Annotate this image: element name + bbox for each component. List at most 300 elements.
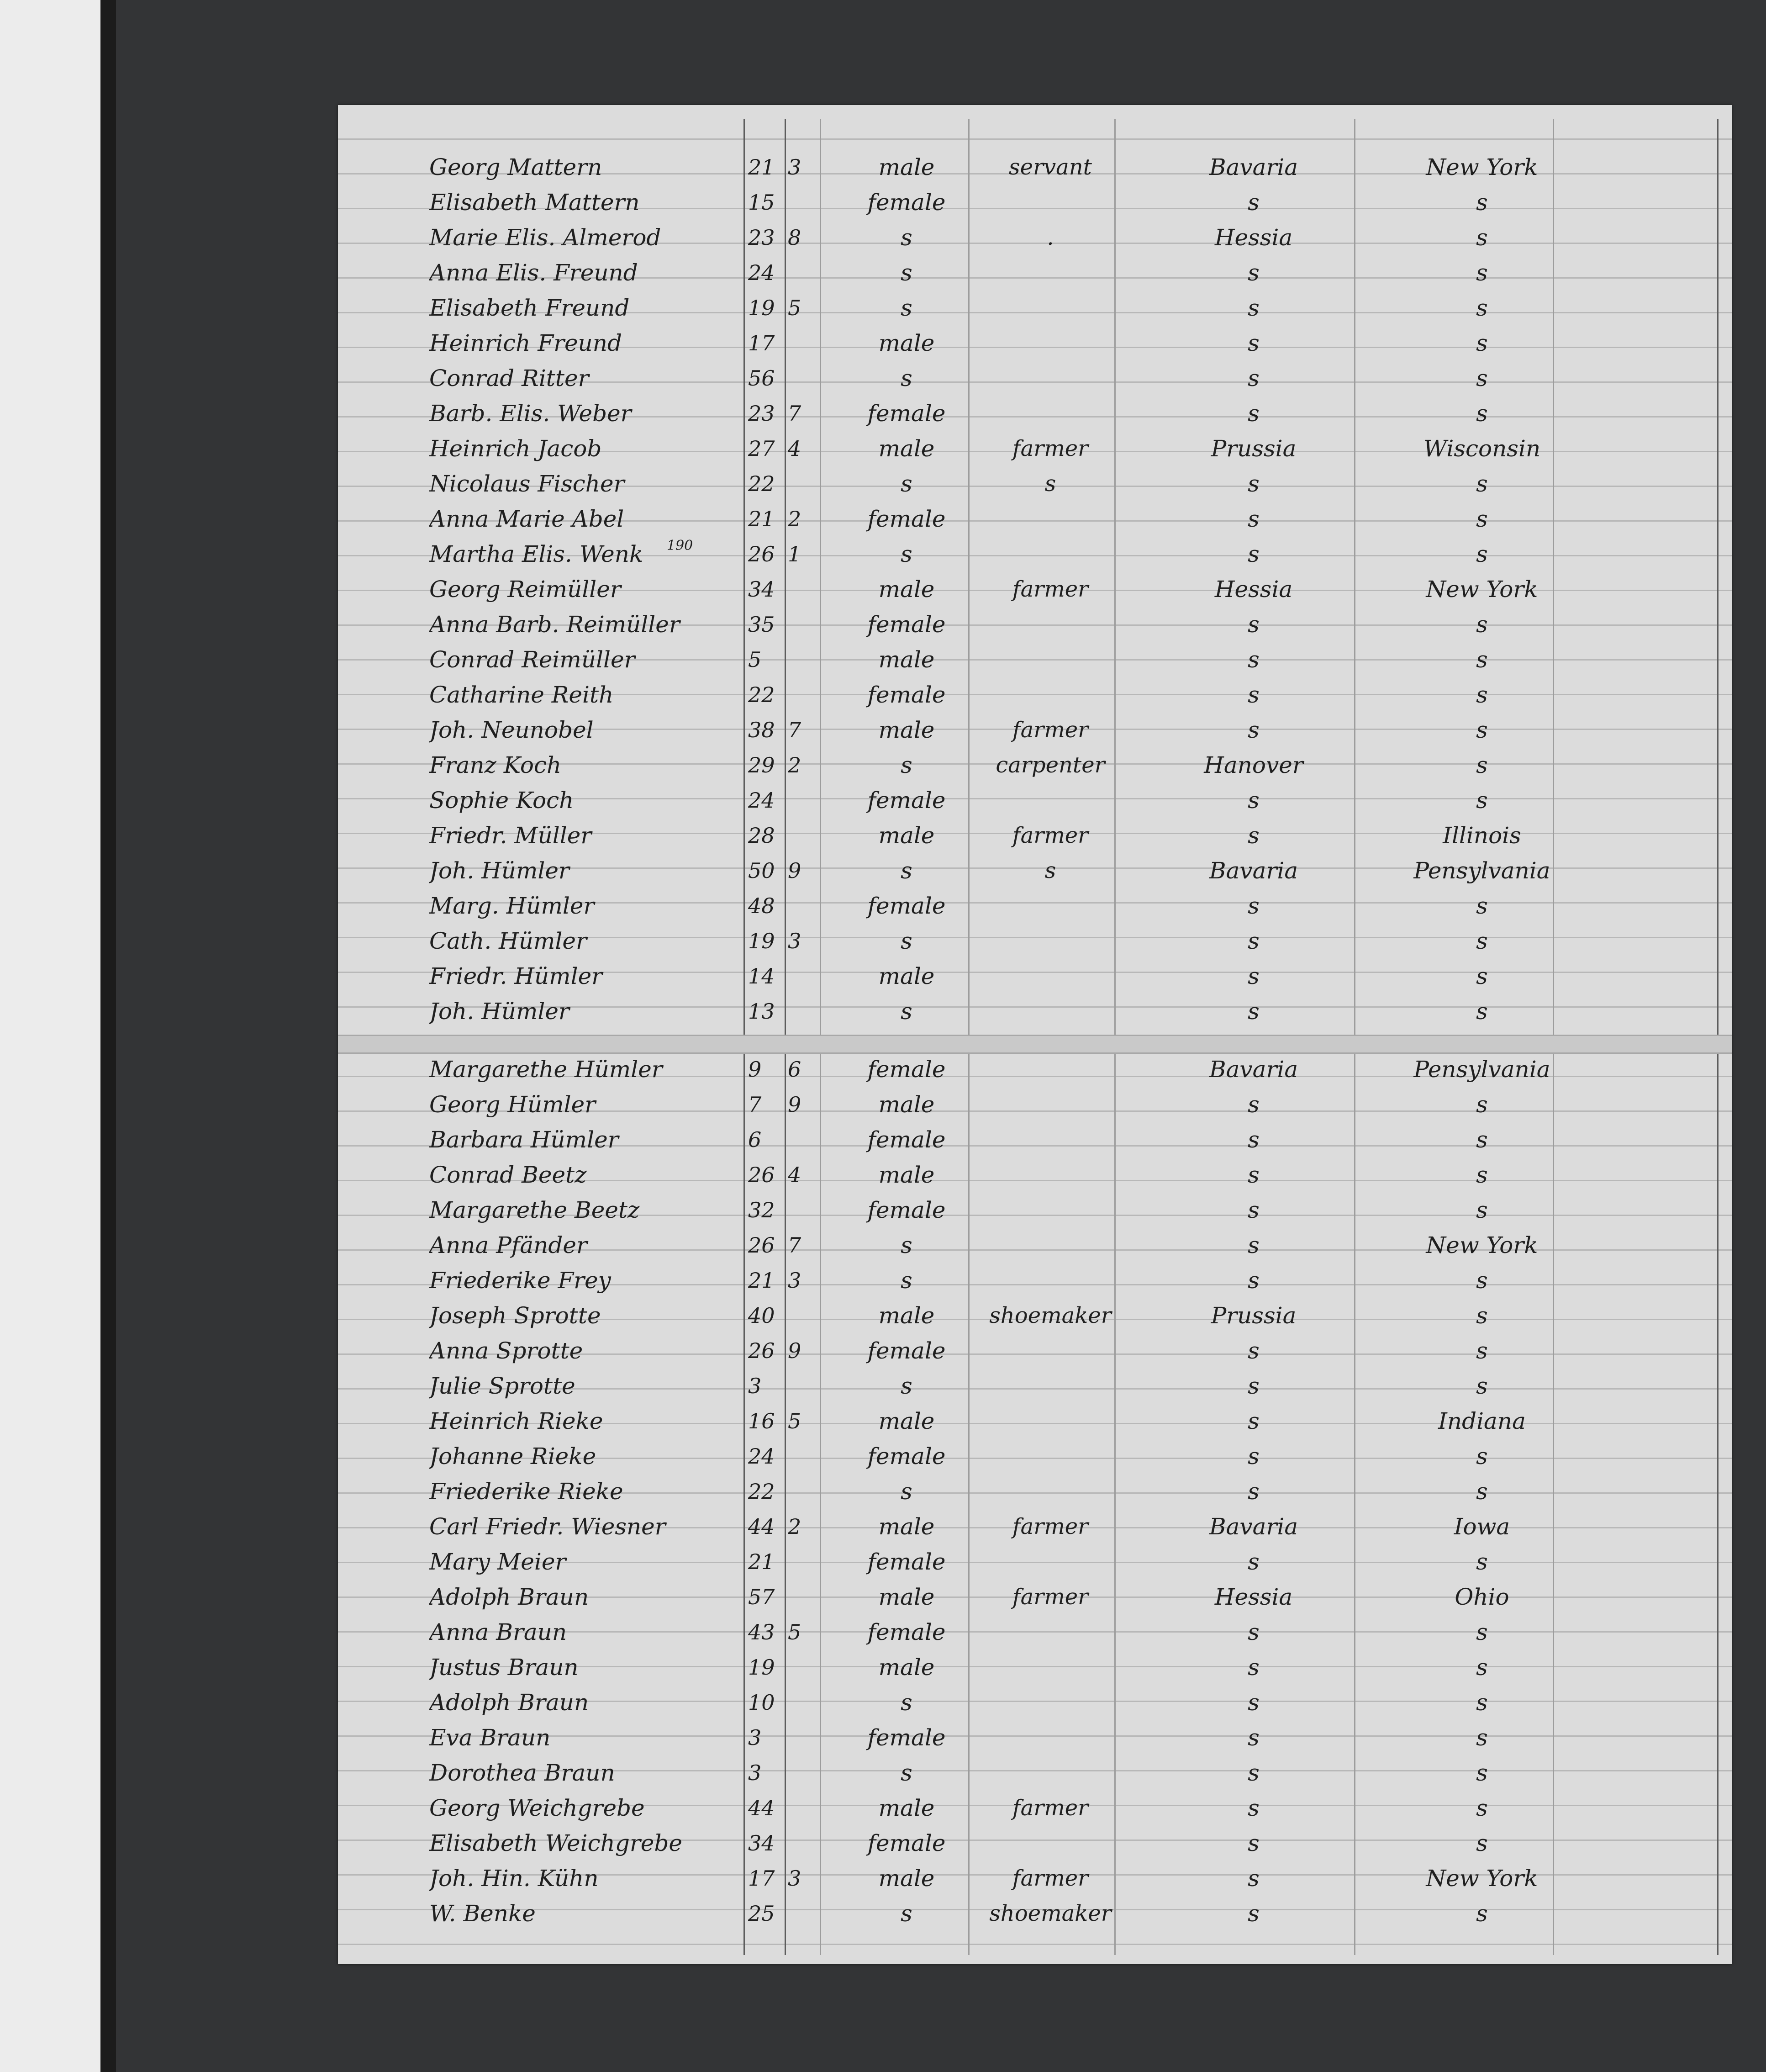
entry-name: Joh. Hümler (429, 857, 569, 884)
entry-name: Elisabeth Freund (429, 295, 630, 321)
entry-months (788, 1372, 815, 1400)
entry-name: Johanne Rieke (429, 1443, 596, 1469)
entry-name: Friederike Frey (429, 1267, 611, 1294)
table-row (338, 817, 1732, 852)
entry-months (788, 1794, 815, 1822)
entry-destination: s (1476, 1724, 1488, 1751)
entry-months: 5 (788, 1620, 801, 1644)
entry-origin: s (1248, 400, 1260, 427)
entry-destination: s (1476, 1830, 1488, 1856)
entry-sex: s (901, 752, 912, 778)
entry-destination: New York (1426, 576, 1538, 603)
entry-origin: s (1248, 646, 1260, 673)
table-row (338, 219, 1732, 254)
entry-age: 13 (748, 999, 775, 1024)
table-row (338, 746, 1732, 782)
entry-origin: s (1248, 541, 1260, 567)
table-row (338, 1402, 1732, 1438)
entry-name: Margarethe Beetz (429, 1197, 640, 1223)
table-row (338, 1191, 1732, 1226)
entry-occupation (977, 1337, 1123, 1365)
entry-origin: s (1248, 1373, 1260, 1399)
table-row (338, 1226, 1732, 1262)
entry-age: 19 (748, 1655, 775, 1680)
entry-months (788, 259, 815, 287)
entry-months: 4 (788, 1163, 801, 1187)
table-row (338, 1684, 1732, 1719)
ledger-page (338, 105, 1732, 1964)
entry-age: 27 (748, 436, 775, 461)
entry-months: 3 (788, 155, 801, 180)
entry-months (788, 821, 815, 850)
entry-sex: s (901, 259, 912, 286)
table-row (338, 922, 1732, 957)
entry-sex: male (878, 1162, 935, 1188)
entry-destination: Illinois (1443, 822, 1521, 849)
table-row (338, 711, 1732, 746)
entry-name: Adolph Braun (429, 1689, 589, 1716)
entry-months (788, 1477, 815, 1506)
entry-months: 9 (788, 1338, 801, 1363)
entry-destination: s (1476, 1302, 1488, 1329)
entry-destination: s (1476, 1760, 1488, 1786)
entry-occupation: farmer (1012, 1795, 1089, 1821)
entry-destination: s (1476, 1900, 1488, 1927)
entry-age: 23 (748, 401, 775, 426)
entry-origin: s (1248, 330, 1260, 356)
entry-age: 48 (748, 893, 775, 918)
table-row (338, 395, 1732, 430)
entry-months: 3 (788, 929, 801, 953)
entry-occupation: shoemaker (989, 1303, 1112, 1328)
entry-sex: male (878, 963, 935, 989)
entry-occupation (977, 259, 1123, 287)
entry-months: 4 (788, 436, 801, 461)
entry-occupation (977, 364, 1123, 392)
entry-sex: s (901, 470, 912, 497)
entry-age: 38 (748, 718, 775, 742)
entry-sex: female (867, 1443, 946, 1469)
entry-age: 24 (748, 1444, 775, 1469)
entry-occupation (977, 786, 1123, 814)
entry-sex: male (878, 330, 935, 356)
entry-months: 7 (788, 718, 801, 742)
entry-name: Barb. Elis. Weber (429, 400, 632, 427)
entry-destination: s (1476, 259, 1488, 286)
entry-age: 3 (748, 1760, 762, 1785)
entry-age: 28 (748, 823, 775, 848)
entry-occupation (977, 1266, 1123, 1295)
entry-destination: s (1476, 787, 1488, 814)
table-row (338, 184, 1732, 219)
entry-occupation (977, 399, 1123, 428)
entry-sex: s (901, 1232, 912, 1258)
entry-occupation (977, 1161, 1123, 1189)
entry-sex: s (901, 1478, 912, 1505)
entry-months (788, 1196, 815, 1224)
entry-age: 34 (748, 1831, 775, 1855)
entry-age: 19 (748, 296, 775, 320)
entry-months (788, 610, 815, 639)
entry-occupation: farmer (1012, 1866, 1089, 1891)
entry-origin: s (1248, 998, 1260, 1025)
entry-origin: Hanover (1204, 752, 1303, 778)
entry-origin: Bavaria (1209, 857, 1298, 884)
entry-occupation: farmer (1012, 1584, 1089, 1610)
entry-occupation: shoemaker (989, 1901, 1112, 1926)
entry-name: Conrad Ritter (429, 365, 589, 391)
entry-name: Conrad Beetz (429, 1162, 587, 1188)
entry-destination: New York (1426, 1865, 1538, 1892)
entry-occupation (977, 1477, 1123, 1506)
table-row (338, 993, 1732, 1028)
table-row (338, 1824, 1732, 1860)
table-row (338, 1473, 1732, 1508)
entry-months: 9 (788, 1092, 801, 1117)
entry-age: 5 (748, 647, 762, 672)
entry-occupation: s (1044, 858, 1056, 883)
entry-occupation (977, 1372, 1123, 1400)
entry-name: Nicolaus Fischer (429, 470, 625, 497)
entry-name: Georg Reimüller (429, 576, 621, 603)
entry-origin: s (1248, 1724, 1260, 1751)
entry-name: Joh. Hin. Kühn (429, 1865, 599, 1892)
entry-destination: s (1476, 1795, 1488, 1821)
entry-sex: female (867, 611, 946, 638)
entry-sex: s (901, 1900, 912, 1927)
entry-sex: s (901, 1373, 912, 1399)
entry-origin: s (1248, 1830, 1260, 1856)
table-row (338, 1789, 1732, 1824)
entry-destination: s (1476, 295, 1488, 321)
entry-origin: s (1248, 822, 1260, 849)
entry-sex: female (867, 1337, 946, 1364)
entry-occupation: farmer (1012, 576, 1089, 602)
entry-months (788, 786, 815, 814)
table-row (338, 289, 1732, 324)
entry-sex: female (867, 1056, 946, 1083)
entry-destination: s (1476, 1126, 1488, 1153)
entry-origin: s (1248, 1689, 1260, 1716)
entry-name: Anna Elis. Freund (429, 259, 638, 286)
entry-destination: New York (1426, 154, 1538, 180)
entry-age: 35 (748, 612, 775, 637)
entry-age: 3 (748, 1374, 762, 1398)
entry-occupation (977, 1653, 1123, 1681)
entry-sex: male (878, 1865, 935, 1892)
table-row (338, 641, 1732, 676)
entry-origin: s (1248, 365, 1260, 391)
entry-origin: s (1248, 1126, 1260, 1153)
entry-origin: s (1248, 189, 1260, 216)
entry-sex: female (867, 787, 946, 814)
entry-months (788, 329, 815, 357)
table-row (338, 606, 1732, 641)
entry-name: Georg Weichgrebe (429, 1795, 645, 1821)
entry-origin: s (1248, 470, 1260, 497)
entry-sex: female (867, 189, 946, 216)
entry-origin: s (1248, 259, 1260, 286)
entry-sex: male (878, 646, 935, 673)
table-row (338, 535, 1732, 571)
entry-sex: s (901, 928, 912, 954)
entry-age: 26 (748, 1233, 775, 1258)
entry-occupation (977, 927, 1123, 955)
entry-destination: s (1476, 1162, 1488, 1188)
entry-sex: male (878, 1513, 935, 1540)
entry-occupation (977, 505, 1123, 533)
entry-occupation: carpenter (996, 752, 1105, 778)
viewer-border (100, 0, 116, 2072)
entry-age: 26 (748, 542, 775, 566)
entry-age: 3 (748, 1725, 762, 1750)
entry-sex: female (867, 893, 946, 919)
entry-sex: s (901, 295, 912, 321)
table-row (338, 676, 1732, 711)
entry-age: 9 (748, 1057, 762, 1082)
entry-occupation (977, 962, 1123, 990)
entry-destination: s (1476, 506, 1488, 532)
entry-name: Joh. Neunobel (429, 717, 594, 743)
table-row (338, 1156, 1732, 1191)
entry-occupation (977, 892, 1123, 920)
entry-months (788, 892, 815, 920)
entry-name: Justus Braun (429, 1654, 579, 1681)
entry-origin: Hessia (1214, 576, 1293, 603)
entry-months (788, 1126, 815, 1154)
entry-destination: Ohio (1455, 1584, 1509, 1610)
entry-occupation (977, 610, 1123, 639)
entry-origin: s (1248, 1549, 1260, 1575)
entry-age: 32 (748, 1198, 775, 1222)
entry-name: Dorothea Braun (429, 1760, 615, 1786)
entry-months (788, 1442, 815, 1470)
entry-destination: s (1476, 893, 1488, 919)
entry-occupation (977, 1618, 1123, 1646)
entry-name: Friederike Rieke (429, 1478, 623, 1505)
entry-destination: s (1476, 646, 1488, 673)
entry-destination: s (1476, 1689, 1488, 1716)
entry-sex: female (867, 682, 946, 708)
table-row (338, 1613, 1732, 1649)
entry-name: W. Benke (429, 1900, 536, 1927)
entry-origin: s (1248, 1795, 1260, 1821)
table-row (338, 1051, 1732, 1086)
entry-occupation (977, 188, 1123, 217)
entry-destination: s (1476, 470, 1488, 497)
entry-occupation (977, 1055, 1123, 1084)
entry-destination: s (1476, 400, 1488, 427)
entry-destination: s (1476, 1197, 1488, 1223)
table-row (338, 1297, 1732, 1332)
entry-months: 8 (788, 225, 801, 250)
entry-months (788, 1583, 815, 1611)
entry-occupation (977, 1407, 1123, 1435)
entry-months (788, 188, 815, 217)
entry-origin: Bavaria (1209, 154, 1298, 180)
entry-name: Joseph Sprotte (429, 1302, 601, 1329)
entry-name: Joh. Hümler (429, 998, 569, 1025)
entry-age: 19 (748, 929, 775, 953)
table-row (338, 359, 1732, 395)
entry-destination: s (1476, 1619, 1488, 1645)
entry-origin: s (1248, 1478, 1260, 1505)
entry-age: 25 (748, 1901, 775, 1926)
table-row (338, 1895, 1732, 1930)
entry-age: 22 (748, 471, 775, 496)
table-row (338, 1543, 1732, 1578)
entry-destination: s (1476, 541, 1488, 567)
entry-destination: Pensylvania (1413, 857, 1550, 884)
entry-name: Catharine Reith (429, 682, 614, 708)
entry-name: Carl Friedr. Wiesner (429, 1513, 666, 1540)
entry-destination: s (1476, 1654, 1488, 1681)
entry-sex: male (878, 1584, 935, 1610)
entry-origin: s (1248, 682, 1260, 708)
entry-months: 9 (788, 858, 801, 883)
entry-destination: Wisconsin (1423, 435, 1541, 462)
entry-destination: s (1476, 1549, 1488, 1575)
entry-occupation: servant (1009, 154, 1092, 180)
entry-age: 44 (748, 1796, 775, 1820)
entry-name: Eva Braun (429, 1724, 551, 1751)
entry-occupation: s (1044, 471, 1056, 497)
entry-occupation (977, 681, 1123, 709)
entry-months (788, 1829, 815, 1857)
entry-sex: male (878, 1302, 935, 1329)
entry-origin: s (1248, 1443, 1260, 1469)
entry-name: Mary Meier (429, 1549, 566, 1575)
table-row (338, 1578, 1732, 1613)
entry-occupation (977, 540, 1123, 568)
entry-occupation: farmer (1012, 436, 1089, 461)
entry-age: 17 (748, 331, 775, 355)
table-row (338, 500, 1732, 535)
entry-name: Martha Elis. Wenk (429, 541, 643, 567)
entry-age: 50 (748, 858, 775, 883)
entry-sex: male (878, 154, 935, 180)
ledger-upper-section (338, 148, 1732, 1028)
entry-age: 15 (748, 190, 775, 215)
entry-origin: Hessia (1214, 1584, 1293, 1610)
entry-age: 17 (748, 1866, 775, 1891)
entry-destination: s (1476, 611, 1488, 638)
entry-sex: female (867, 1619, 946, 1645)
entry-occupation (977, 1090, 1123, 1119)
entry-age: 7 (748, 1092, 762, 1117)
entry-destination: s (1476, 963, 1488, 989)
entry-months (788, 575, 815, 603)
entry-occupation: farmer (1012, 823, 1089, 848)
table-row (338, 1754, 1732, 1789)
entry-destination: New York (1426, 1232, 1538, 1258)
entry-months (788, 364, 815, 392)
entry-age: 40 (748, 1303, 775, 1328)
entry-destination: s (1476, 1267, 1488, 1294)
entry-origin: s (1248, 1900, 1260, 1927)
entry-occupation: farmer (1012, 717, 1089, 743)
entry-origin: Prussia (1211, 435, 1297, 462)
entry-name: Sophie Koch (429, 787, 574, 814)
entry-months (788, 1723, 815, 1752)
entry-sex: s (901, 1689, 912, 1716)
entry-occupation: . (1047, 225, 1054, 250)
entry-name: Anna Barb. Reimüller (429, 611, 680, 638)
entry-months (788, 1759, 815, 1787)
entry-destination: s (1476, 1478, 1488, 1505)
table-row (338, 1860, 1732, 1895)
entry-origin: Hessia (1214, 224, 1293, 251)
entry-occupation (977, 294, 1123, 322)
entry-months: 7 (788, 401, 801, 426)
table-row (338, 1262, 1732, 1297)
entry-origin: s (1248, 963, 1260, 989)
entry-occupation (977, 1829, 1123, 1857)
entry-sex: male (878, 1408, 935, 1434)
entry-months: 6 (788, 1057, 801, 1082)
entry-name: Marie Elis. Almerod (429, 224, 661, 251)
table-row (338, 324, 1732, 359)
table-row (338, 1719, 1732, 1754)
entry-age: 34 (748, 577, 775, 602)
entry-destination: Iowa (1454, 1513, 1510, 1540)
table-row (338, 148, 1732, 184)
entry-name: Elisabeth Weichgrebe (429, 1830, 682, 1856)
entry-origin: s (1248, 1760, 1260, 1786)
entry-sex: female (867, 400, 946, 427)
entry-months (788, 1653, 815, 1681)
entry-age: 44 (748, 1514, 775, 1539)
entry-months: 2 (788, 1514, 801, 1539)
entry-sex: s (901, 998, 912, 1025)
entry-months (788, 1899, 815, 1928)
entry-name: Anna Pfänder (429, 1232, 587, 1258)
entry-occupation (977, 329, 1123, 357)
table-row (338, 1121, 1732, 1156)
entry-sex: female (867, 1549, 946, 1575)
viewer-margin (0, 0, 100, 2072)
entry-age: 10 (748, 1690, 775, 1715)
entry-months (788, 962, 815, 990)
entry-name: Anna Braun (429, 1619, 567, 1645)
entry-occupation (977, 1723, 1123, 1752)
entry-sex: male (878, 717, 935, 743)
entry-destination: s (1476, 189, 1488, 216)
table-row (338, 1649, 1732, 1684)
entry-months (788, 681, 815, 709)
entry-name: Adolph Braun (429, 1584, 589, 1610)
table-row (338, 782, 1732, 817)
entry-destination: s (1476, 928, 1488, 954)
entry-sex: male (878, 1654, 935, 1681)
entry-age: 43 (748, 1620, 775, 1644)
entry-name: Margarethe Hümler (429, 1056, 663, 1083)
entry-months: 3 (788, 1268, 801, 1293)
entry-occupation (977, 997, 1123, 1025)
entry-age: 14 (748, 964, 775, 988)
ledger-lower-section (338, 1051, 1732, 1930)
entry-occupation (977, 645, 1123, 674)
entry-sex: male (878, 822, 935, 849)
entry-name: Georg Mattern (429, 154, 602, 180)
table-row (338, 465, 1732, 500)
entry-occupation (977, 1196, 1123, 1224)
entry-age: 24 (748, 788, 775, 813)
entry-name: Georg Hümler (429, 1091, 596, 1118)
entry-sex: female (867, 1197, 946, 1223)
entry-name: Anna Sprotte (429, 1337, 583, 1364)
entry-destination: s (1476, 717, 1488, 743)
